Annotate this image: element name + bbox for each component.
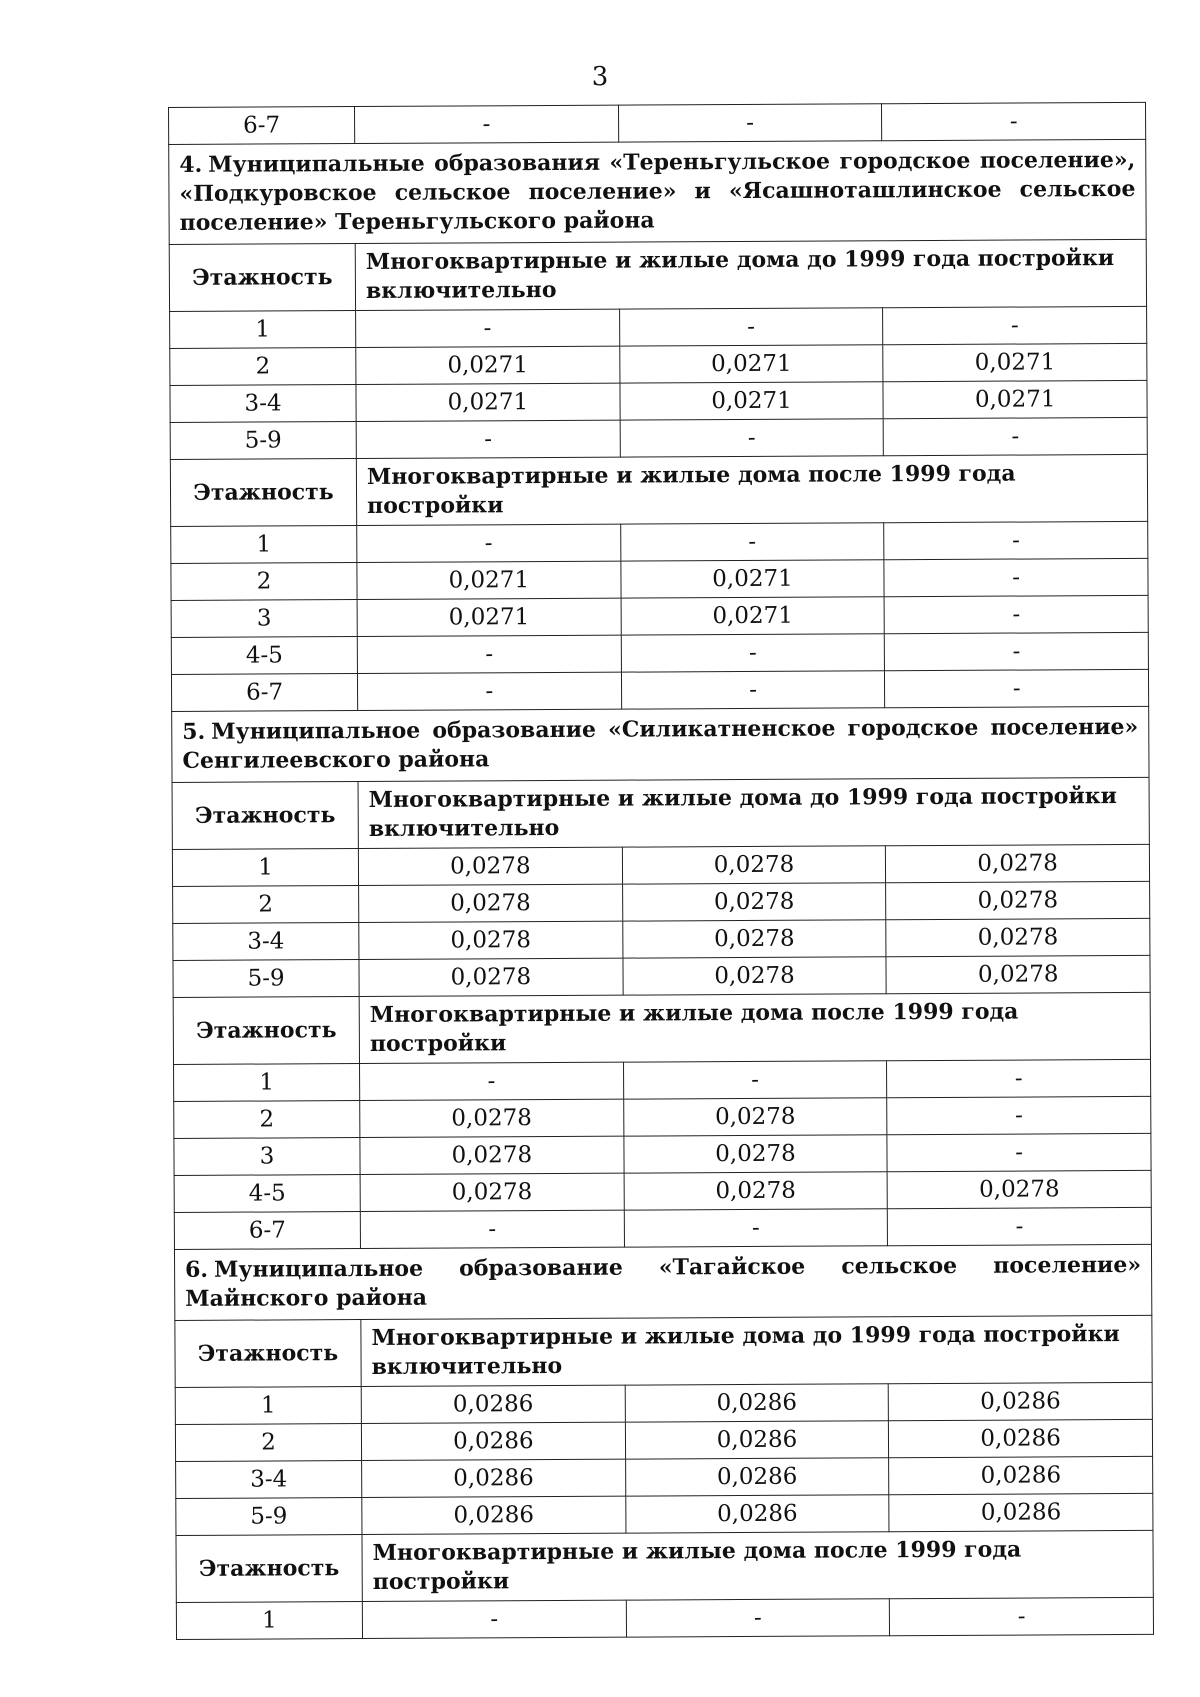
floor-cell: 3 — [171, 600, 357, 638]
value-cell: - — [887, 1133, 1151, 1171]
value-cell: 0,0286 — [361, 1385, 625, 1423]
floor-label: Этажность — [173, 997, 359, 1065]
value-cell: - — [357, 524, 621, 562]
value-cell: - — [618, 104, 882, 142]
block-header-row — [173, 992, 1150, 1064]
table-row — [175, 1382, 1152, 1424]
value-cell: 0,0271 — [620, 382, 884, 420]
value-cell: 0,0271 — [357, 561, 621, 599]
table-row — [171, 632, 1148, 674]
table-row — [170, 306, 1147, 348]
table-row — [175, 1419, 1152, 1461]
floor-cell: 1 — [170, 311, 356, 349]
page-number: 3 — [591, 62, 609, 92]
floor-cell: 1 — [174, 1064, 360, 1102]
section-title: Муниципальное образование «Тагайское сельское поселение» Майнского района — [185, 1251, 1142, 1312]
section-title: Муниципальные образования «Тереньгульское городское поселение», «Подкуровское сельское поселение» и «Ясашноташлинское сельское поселение» Тереньгульского района — [179, 146, 1136, 236]
value-cell: 0,0278 — [358, 847, 622, 885]
value-cell: 0,0271 — [883, 380, 1147, 418]
floor-cell: 5-9 — [176, 1498, 362, 1536]
section-row — [172, 706, 1149, 782]
value-cell: - — [357, 672, 621, 710]
table-row — [173, 881, 1150, 923]
value-cell: 0,0271 — [621, 597, 885, 635]
value-cell: 0,0278 — [886, 955, 1150, 993]
value-cell: 0,0278 — [624, 1172, 888, 1210]
floor-cell: 1 — [172, 849, 358, 887]
value-cell: - — [620, 523, 884, 561]
floor-cell: 3-4 — [176, 1461, 362, 1499]
value-cell: 0,0286 — [889, 1382, 1153, 1420]
value-cell: 0,0278 — [622, 883, 886, 921]
value-cell: 0,0286 — [625, 1495, 889, 1533]
value-cell: 0,0278 — [360, 1136, 624, 1174]
block-header-row — [172, 777, 1149, 849]
value-cell: - — [357, 635, 621, 673]
value-cell: 0,0271 — [356, 346, 620, 384]
block-header: Многоквартирные и жилые дома до 1999 года постройки включительно — [355, 239, 1146, 310]
table-row — [171, 558, 1148, 600]
value-cell: 0,0271 — [356, 383, 620, 421]
value-cell: 0,0271 — [621, 560, 885, 598]
value-cell: - — [360, 1210, 624, 1248]
value-cell: - — [356, 309, 620, 347]
floor-cell: 5-9 — [173, 960, 359, 998]
value-cell: - — [621, 671, 885, 709]
value-cell: 0,0278 — [886, 881, 1150, 919]
floor-cell: 6-7 — [169, 107, 355, 145]
value-cell: 0,0278 — [886, 918, 1150, 956]
section-row — [169, 139, 1147, 244]
section-title-cell — [174, 1244, 1151, 1320]
value-cell: 0,0271 — [619, 345, 883, 383]
value-cell: - — [355, 105, 619, 143]
value-cell: - — [885, 632, 1149, 670]
block-header-row — [170, 454, 1147, 526]
table-row — [174, 1207, 1151, 1249]
floor-cell: 1 — [176, 1602, 362, 1640]
value-cell: 0,0286 — [625, 1458, 889, 1496]
block-header-row — [175, 1315, 1152, 1387]
table-body — [169, 102, 1154, 1639]
table-row — [173, 918, 1150, 960]
value-cell: 0,0286 — [889, 1456, 1153, 1494]
table-row — [176, 1456, 1153, 1498]
value-cell: 0,0286 — [362, 1459, 626, 1497]
floor-cell: 6-7 — [171, 674, 357, 712]
floor-cell: 2 — [174, 1101, 360, 1139]
table-row — [174, 1170, 1151, 1212]
floor-label: Этажность — [176, 1535, 362, 1603]
value-cell: - — [885, 669, 1149, 707]
value-cell: - — [890, 1597, 1154, 1635]
table-row — [169, 102, 1146, 144]
value-cell: - — [619, 308, 883, 346]
value-cell: 0,0271 — [357, 598, 621, 636]
floor-label: Этажность — [170, 459, 356, 527]
floor-cell: 1 — [175, 1387, 361, 1425]
floor-cell: 3 — [174, 1138, 360, 1176]
block-header: Многоквартирные и жилые дома после 1999 года постройки — [356, 454, 1147, 525]
value-cell: 0,0278 — [622, 920, 886, 958]
value-cell: - — [882, 102, 1146, 140]
value-cell: - — [887, 1059, 1151, 1097]
section-number: 5. — [182, 718, 206, 745]
table-row — [170, 380, 1147, 422]
value-cell: - — [626, 1599, 890, 1637]
floor-cell: 3-4 — [170, 385, 356, 423]
block-header: Многоквартирные и жилые дома после 1999 года постройки — [359, 992, 1150, 1063]
floor-cell: 2 — [171, 563, 357, 601]
section-number: 6. — [185, 1256, 209, 1283]
table-row — [174, 1096, 1151, 1138]
section-row — [174, 1244, 1151, 1320]
value-cell: - — [884, 558, 1148, 596]
table-row — [174, 1133, 1151, 1175]
value-cell: 0,0278 — [359, 921, 623, 959]
tariff-table — [168, 102, 1154, 1640]
floor-cell: 2 — [173, 886, 359, 924]
table-row — [176, 1597, 1153, 1639]
floor-cell: 3-4 — [173, 923, 359, 961]
section-number: 4. — [179, 151, 203, 178]
floor-cell: 2 — [170, 348, 356, 386]
value-cell: 0,0278 — [886, 844, 1150, 882]
value-cell: 0,0278 — [624, 1135, 888, 1173]
value-cell: 0,0278 — [360, 1099, 624, 1137]
table-row — [171, 595, 1148, 637]
value-cell: 0,0286 — [625, 1421, 889, 1459]
value-cell: - — [356, 420, 620, 458]
value-cell: - — [883, 306, 1147, 344]
table-row — [176, 1493, 1153, 1535]
floor-label: Этажность — [175, 1320, 361, 1388]
floor-cell: 5-9 — [170, 422, 356, 460]
block-header-row — [176, 1530, 1153, 1602]
value-cell: 0,0286 — [889, 1419, 1153, 1457]
value-cell: 0,0278 — [359, 958, 623, 996]
value-cell: - — [888, 1207, 1152, 1245]
table-row — [174, 1059, 1151, 1101]
table-row — [170, 343, 1147, 385]
floor-label: Этажность — [172, 782, 358, 850]
value-cell: - — [883, 417, 1147, 455]
value-cell: 0,0286 — [625, 1384, 889, 1422]
value-cell: - — [620, 419, 884, 457]
value-cell: 0,0278 — [623, 957, 887, 995]
value-cell: 0,0278 — [887, 1170, 1151, 1208]
value-cell: - — [624, 1209, 888, 1247]
value-cell: - — [884, 595, 1148, 633]
table-row — [171, 521, 1148, 563]
block-header: Многоквартирные и жилые дома до 1999 года постройки включительно — [358, 777, 1149, 848]
value-cell: 0,0278 — [359, 884, 623, 922]
value-cell: 0,0271 — [883, 343, 1147, 381]
table-row — [172, 844, 1149, 886]
value-cell: - — [884, 521, 1148, 559]
value-cell: 0,0278 — [623, 1098, 887, 1136]
floor-label: Этажность — [169, 244, 355, 312]
section-title-cell — [169, 139, 1147, 244]
value-cell: 0,0278 — [360, 1173, 624, 1211]
table-row — [173, 955, 1150, 997]
floor-cell: 4-5 — [174, 1175, 360, 1213]
value-cell: - — [621, 634, 885, 672]
value-cell: 0,0286 — [362, 1496, 626, 1534]
section-title: Муниципальное образование «Силикатненское городское поселение» Сенгилеевского района — [182, 713, 1139, 774]
value-cell: - — [362, 1600, 626, 1638]
value-cell: 0,0286 — [889, 1493, 1153, 1531]
floor-cell: 6-7 — [174, 1212, 360, 1250]
section-title-cell — [172, 706, 1149, 782]
value-cell: 0,0278 — [622, 846, 886, 884]
value-cell: 0,0286 — [361, 1422, 625, 1460]
block-header: Многоквартирные и жилые дома после 1999 года постройки — [362, 1530, 1153, 1601]
block-header-row — [169, 239, 1146, 311]
floor-cell: 1 — [171, 526, 357, 564]
table-row — [170, 417, 1147, 459]
value-cell: - — [623, 1061, 887, 1099]
table-row — [171, 669, 1148, 711]
floor-cell: 4-5 — [171, 637, 357, 675]
value-cell: - — [887, 1096, 1151, 1134]
floor-cell: 2 — [175, 1424, 361, 1462]
block-header: Многоквартирные и жилые дома до 1999 года постройки включительно — [361, 1315, 1152, 1386]
value-cell: - — [360, 1062, 624, 1100]
